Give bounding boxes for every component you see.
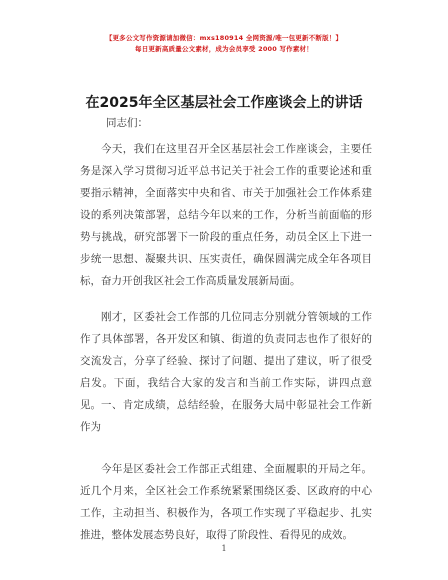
document-title: 在2025年全区基层社会工作座谈会上的讲话 <box>85 95 363 111</box>
section-heading-1: 一、肯定成绩，总结经验，在服务大局中彰显社会工作新作为 <box>80 399 372 433</box>
promo-banner-line-1: 【更多公文写作资源请加微信：mxs180914 全网资源/唯一包更新不断版！】 <box>105 34 343 42</box>
salutation: 同志们： <box>106 117 148 129</box>
paragraph-remarks: 刚才，区委社会工作部的几位同志分别就分管领域的工作作了具体部署，各开发区和镇、街道的负责同志也作了很好的交流发言，分享了经验、探讨了问题、提出了建议，听了很受启发。下面，我结合大家的发言和当前工作实际，讲四点意见。 <box>80 311 372 411</box>
paragraph-opening: 今天，我们在这里召开全区基层社会工作座谈会，主要任务是深入学习贯彻习近平总书记关于社会工作的重要论述和重要指示精神，全面落实中央和省、市关于加强社会工作体系建设的系列决策部署，总结今年以来的工作，分析当前面临的形势与挑战，研究部署下一阶段的重点任务，动员全区上下进一步统一思想、凝聚共识、压实责任，确保圆满完成全年各项目标，奋力开创我区社会工作高质量发展新局面。 <box>80 143 372 287</box>
page-number: 1 <box>221 544 227 553</box>
paragraph-achievements: 今年是区委社会工作部正式组建、全面履职的开局之年。近几个月来，全区社会工作系统紧紧围绕区委、区政府的中心工作，主动担当、积极作为，各项工作实现了平稳起步、扎实推进，整体发展态势良好，取得了阶段性、看得见的成效。 <box>80 463 372 541</box>
promo-banner-line-2: 每日更新高质量公文素材，成为会员享受 2000 写作素材！ <box>135 45 313 53</box>
